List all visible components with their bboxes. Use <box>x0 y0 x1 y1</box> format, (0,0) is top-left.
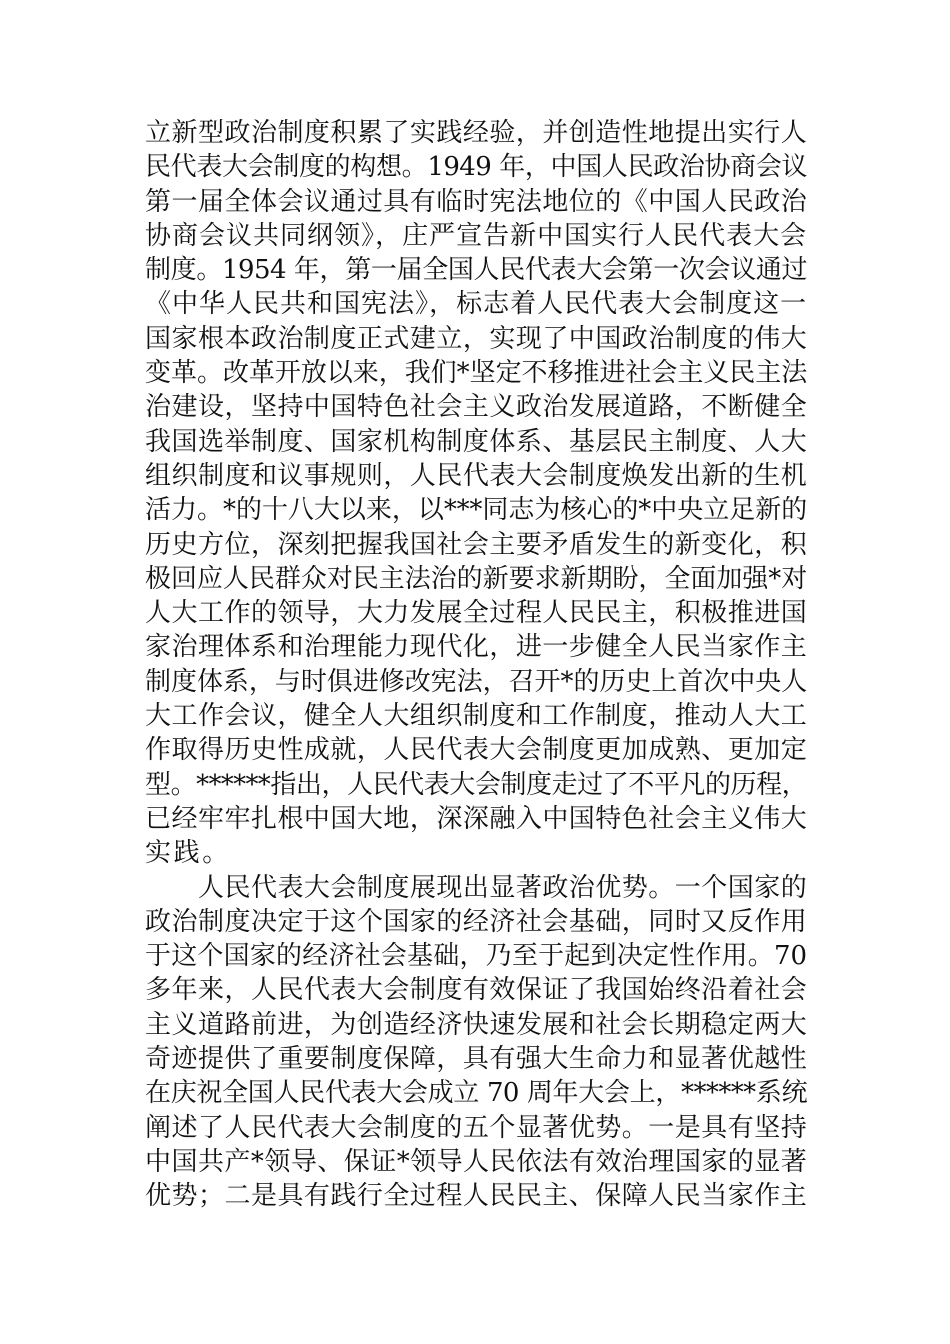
body-text <box>145 116 807 1214</box>
paragraph-1-line-13: 历史方位，深刻把握我国社会主要矛盾发生的新变化，积 <box>145 529 807 560</box>
paragraph-1-line-11: 组织制度和议事规则，人民代表大会制度焕发出新的生机 <box>145 460 807 491</box>
paragraph-1-line-16: 家治理体系和治理能力现代化，进一步健全人民当家作主 <box>145 632 807 663</box>
paragraph-1-line-2: 民代表大会制度的构想。1949 年，中国人民政治协商会议 <box>145 152 807 183</box>
paragraph-1-line-5: 制度。1954 年，第一届全国人民代表大会第一次会议通过 <box>145 255 807 286</box>
paragraph-1-line-9: 治建设，坚持中国特色社会主义政治发展道路，不断健全 <box>145 392 807 423</box>
paragraph-1-line-22: 实践。 <box>145 838 231 869</box>
paragraph-2-line-6: 奇迹提供了重要制度保障，具有强大生命力和显著优越性 <box>145 1044 807 1075</box>
paragraph-1-line-12: 活力。*的十八大以来，以***同志为核心的*中央立足新的 <box>145 495 807 526</box>
paragraph-2-line-1: 人民代表大会制度展现出显著政治优势。一个国家的 <box>145 872 807 903</box>
paragraph-1-line-18: 大工作会议，健全人大组织制度和工作制度，推动人大工 <box>145 701 807 732</box>
paragraph-1-line-6: 《中华人民共和国宪法》，标志着人民代表大会制度这一 <box>145 289 807 320</box>
paragraph-1-line-4: 协商会议共同纲领》，庄严宣告新中国实行人民代表大会 <box>145 220 807 251</box>
paragraph-1-line-21: 已经牢牢扎根中国大地，深深融入中国特色社会主义伟大 <box>145 803 807 834</box>
paragraph-2-line-2: 政治制度决定于这个国家的经济社会基础，同时又反作用 <box>145 906 807 937</box>
paragraph-2-line-8: 阐述了人民代表大会制度的五个显著优势。一是具有坚持 <box>145 1112 807 1143</box>
paragraph-2-line-4: 多年来，人民代表大会制度有效保证了我国始终沿着社会 <box>145 975 807 1006</box>
paragraph-2-line-7: 在庆祝全国人民代表大会成立 70 周年大会上，******系统 <box>145 1078 807 1109</box>
paragraph-1-line-20: 型。******指出，人民代表大会制度走过了不平凡的历程， <box>145 769 807 800</box>
paragraph-2-line-3: 于这个国家的经济社会基础，乃至于起到决定性作用。70 <box>145 941 807 972</box>
paragraph-2-line-10: 优势；二是具有践行全过程人民民主、保障人民当家作主 <box>145 1181 807 1212</box>
paragraph-1-line-7: 国家根本政治制度正式建立，实现了中国政治制度的伟大 <box>145 323 807 354</box>
paragraph-1-line-1: 立新型政治制度积累了实践经验，并创造性地提出实行人 <box>145 118 807 148</box>
paragraph-1-line-8: 变革。改革开放以来，我们*坚定不移推进社会主义民主法 <box>145 358 807 389</box>
paragraph-1-line-3: 第一届全体会议通过具有临时宪法地位的《中国人民政治 <box>145 186 807 217</box>
paragraph-2-line-9: 中国共产*领导、保证*领导人民依法有效治理国家的显著 <box>145 1146 807 1177</box>
paragraph-1-line-19: 作取得历史性成就，人民代表大会制度更加成熟、更加定 <box>145 735 807 766</box>
paragraph-1-line-15: 人大工作的领导，大力发展全过程人民民主，积极推进国 <box>145 598 807 629</box>
paragraph-1-line-10: 我国选举制度、国家机构制度体系、基层民主制度、人大 <box>145 426 807 457</box>
paragraph-2-line-5: 主义道路前进，为创造经济快速发展和社会长期稳定两大 <box>145 1009 807 1040</box>
paragraph-1-line-17: 制度体系，与时俱进修改宪法，召开*的历史上首次中央人 <box>145 666 807 697</box>
paragraph-1-line-14: 极回应人民群众对民主法治的新要求新期盼，全面加强*对 <box>145 563 807 594</box>
